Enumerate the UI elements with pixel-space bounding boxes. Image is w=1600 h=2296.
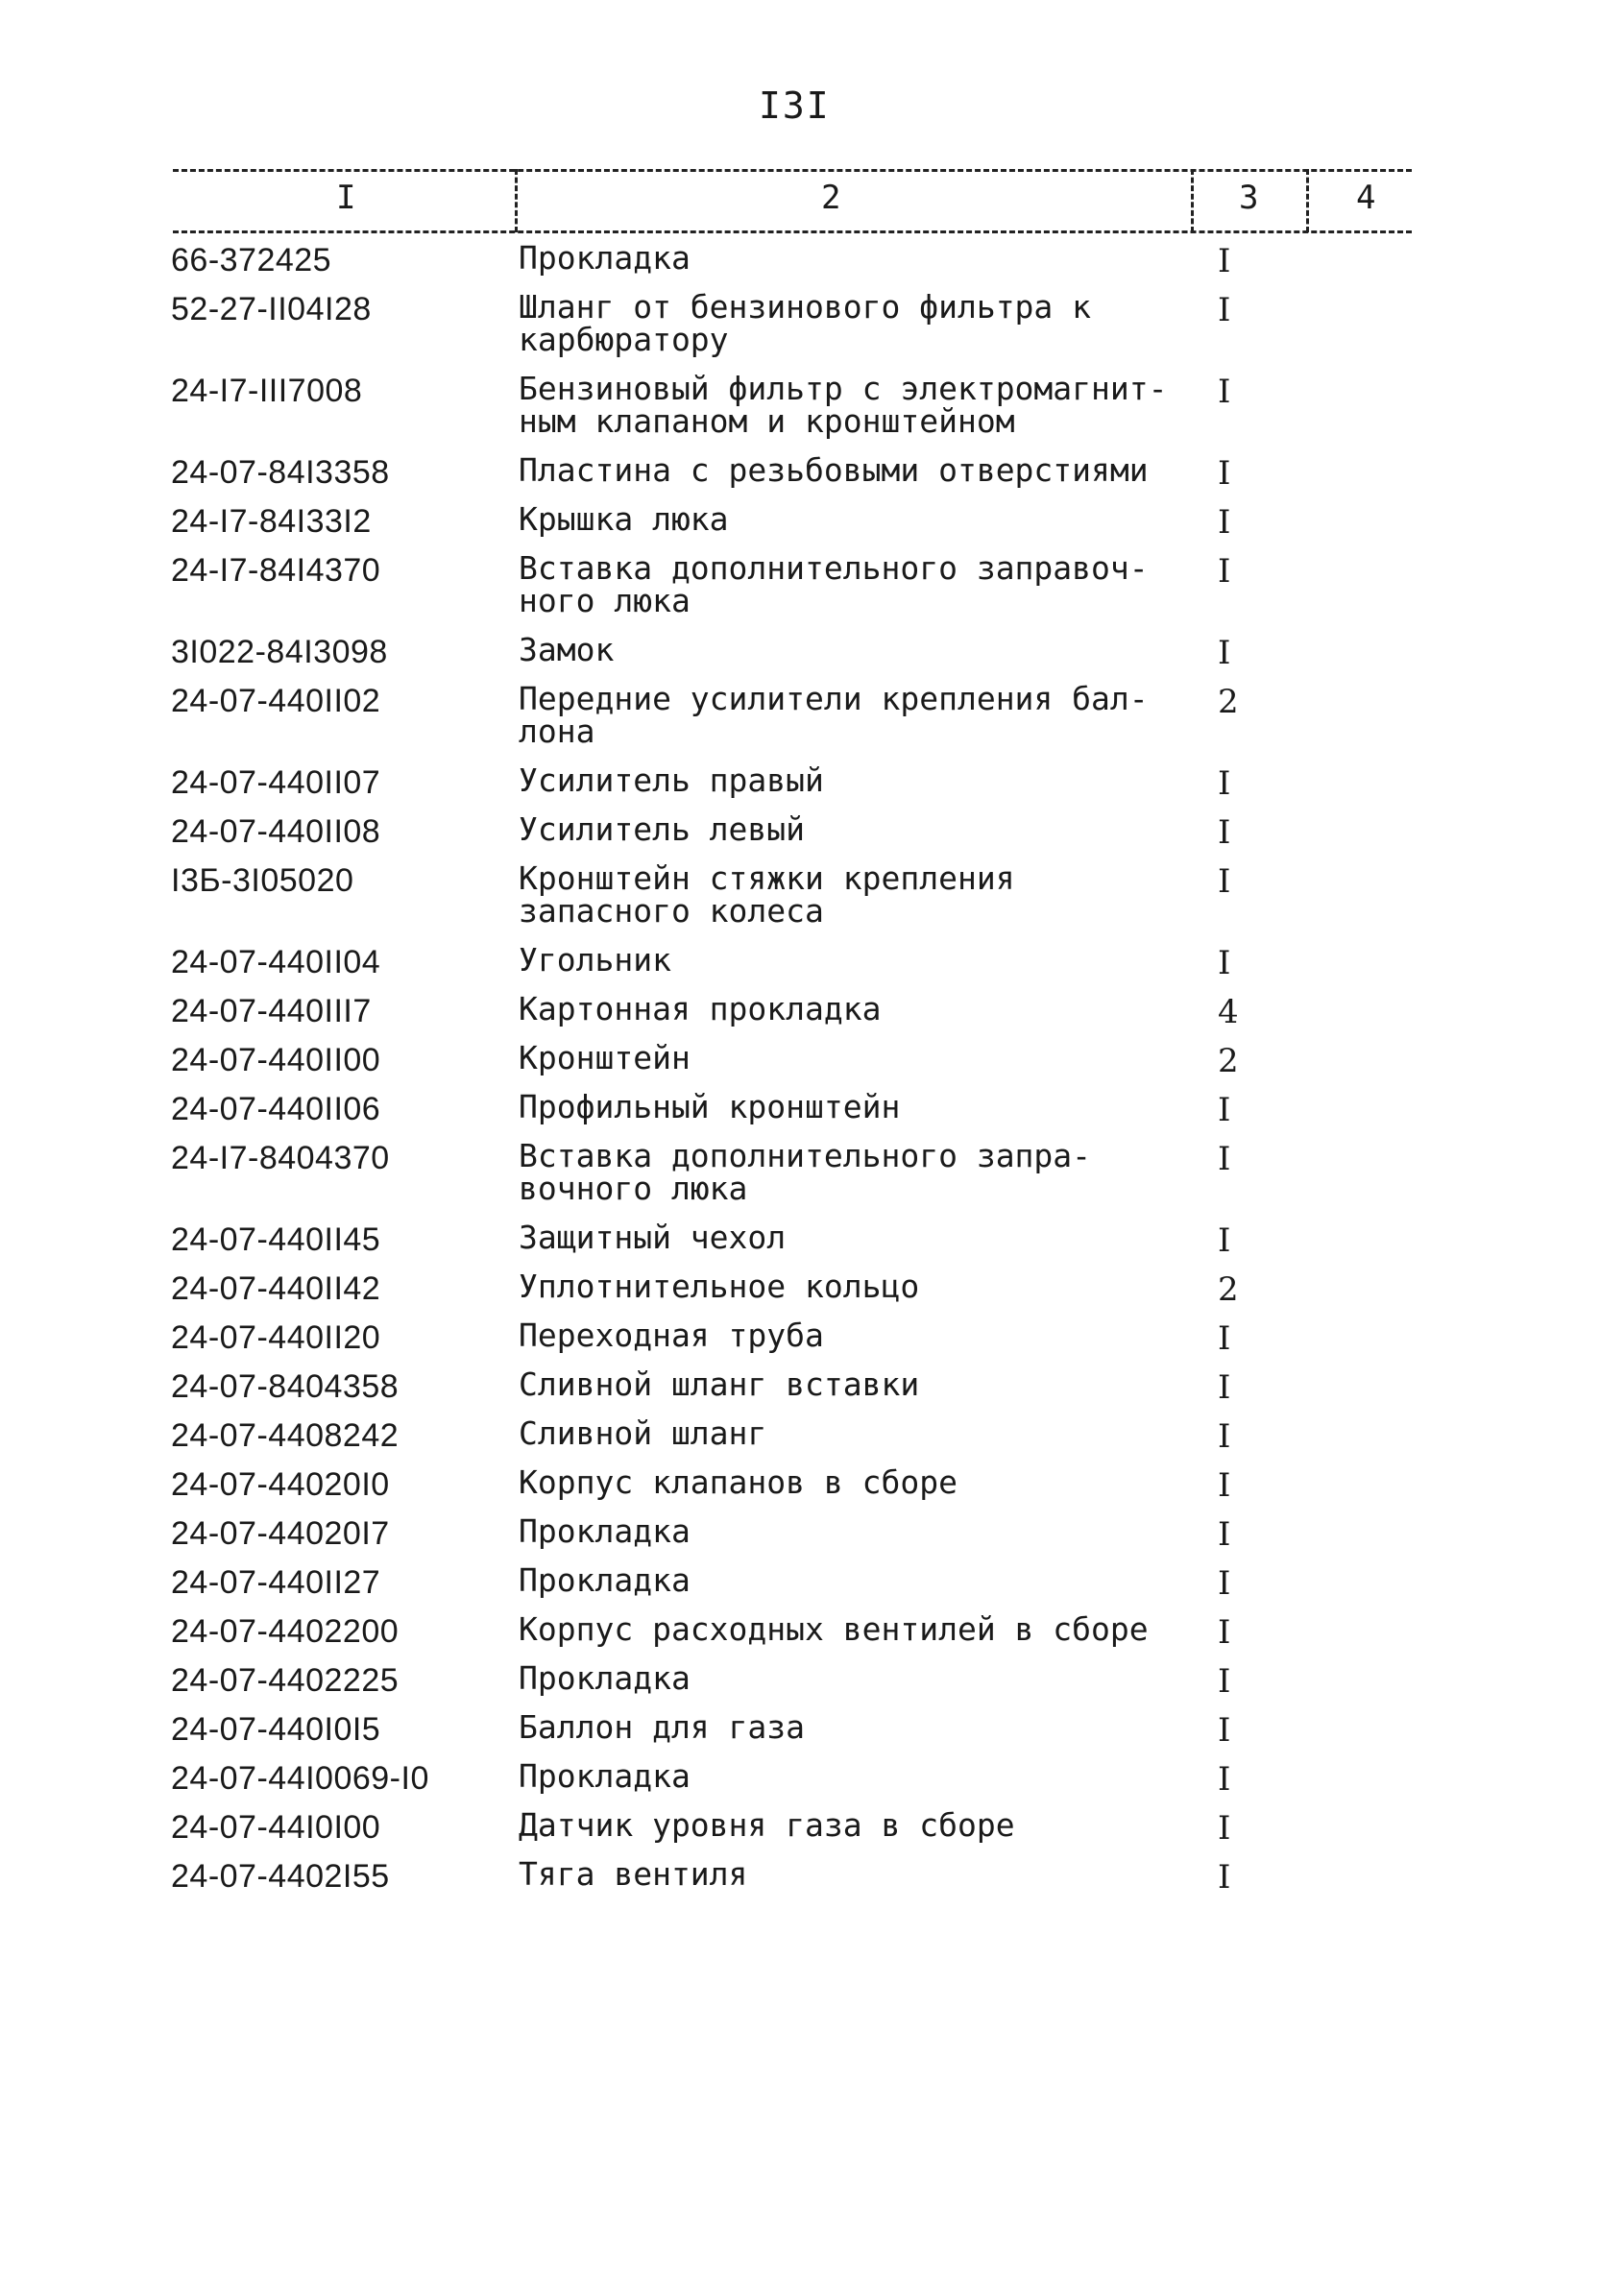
quantity: I bbox=[1218, 454, 1231, 493]
part-name: Датчик уровня газа в сборе bbox=[519, 1806, 1015, 1844]
quantity: I bbox=[1218, 1221, 1231, 1260]
quantity: I bbox=[1218, 1091, 1231, 1129]
part-number: 24-07-4408242 bbox=[171, 1417, 400, 1454]
table-row bbox=[0, 810, 1600, 862]
page-number: I3I bbox=[759, 85, 831, 127]
part-number: 3I022-84I3098 bbox=[171, 634, 388, 670]
quantity: I bbox=[1218, 1368, 1231, 1407]
table-row bbox=[0, 1806, 1600, 1858]
table-row bbox=[0, 1039, 1600, 1091]
quantity: I bbox=[1218, 1319, 1231, 1358]
part-number: 24-07-440II42 bbox=[171, 1270, 381, 1307]
part-name: Переходная труба bbox=[519, 1317, 824, 1354]
part-name: Крышка люка bbox=[519, 500, 729, 538]
parts-table bbox=[0, 239, 1600, 1907]
part-name: Баллон для газа bbox=[519, 1708, 806, 1746]
quantity: I bbox=[1218, 813, 1231, 852]
part-name: Прокладка bbox=[519, 1561, 691, 1599]
part-number: 24-I7-III7008 bbox=[171, 373, 363, 409]
quantity: I bbox=[1218, 1809, 1231, 1848]
table-row bbox=[0, 500, 1600, 552]
part-name: Замок bbox=[519, 631, 615, 668]
quantity: I bbox=[1218, 1613, 1231, 1652]
quantity: I bbox=[1218, 1662, 1231, 1701]
part-number: 24-07-4402200 bbox=[171, 1613, 400, 1650]
quantity: 4 bbox=[1218, 993, 1239, 1031]
quantity: I bbox=[1218, 1417, 1231, 1456]
part-name: Прокладка bbox=[519, 1659, 691, 1697]
part-number: 66-372425 bbox=[171, 242, 332, 278]
quantity: I bbox=[1218, 1140, 1231, 1178]
part-number: 24-07-440II45 bbox=[171, 1221, 381, 1258]
table-row bbox=[0, 680, 1600, 764]
part-number: 24-07-4402225 bbox=[171, 1662, 400, 1699]
part-number: 24-07-440II08 bbox=[171, 813, 381, 850]
table-row bbox=[0, 941, 1600, 993]
table-row bbox=[0, 1414, 1600, 1466]
quantity: I bbox=[1218, 373, 1231, 411]
part-name: Прокладка bbox=[519, 239, 691, 277]
part-name: Корпус расходных вентилей в сборе bbox=[519, 1610, 1149, 1648]
table-row bbox=[0, 1463, 1600, 1515]
part-name: Сливной шланг bbox=[519, 1414, 767, 1452]
part-name: Профильный кронштейн bbox=[519, 1088, 901, 1125]
part-number: 24-07-8404358 bbox=[171, 1368, 400, 1405]
table-row bbox=[0, 370, 1600, 454]
table-row bbox=[0, 1270, 1600, 1319]
quantity: I bbox=[1218, 862, 1231, 901]
part-number: 24-07-440II06 bbox=[171, 1091, 381, 1127]
part-name: Угольник bbox=[519, 941, 671, 979]
part-number: 24-07-44020I7 bbox=[171, 1515, 390, 1552]
part-name: Прокладка bbox=[519, 1512, 691, 1550]
part-number: 24-07-440II02 bbox=[171, 683, 381, 719]
part-name: Защитный чехол bbox=[519, 1219, 787, 1256]
quantity: I bbox=[1218, 1760, 1231, 1799]
part-name: Пластина с резьбовыми отверстиями bbox=[519, 451, 1149, 489]
quantity: I bbox=[1218, 1466, 1231, 1505]
quantity: I bbox=[1218, 291, 1231, 329]
table-row bbox=[0, 1088, 1600, 1140]
header-separator-3 bbox=[1306, 169, 1309, 232]
part-name: Кронштейн bbox=[519, 1039, 691, 1076]
table-row bbox=[0, 239, 1600, 291]
part-name: Вставка дополнительного запра- вочного люка bbox=[519, 1137, 1092, 1207]
part-number: 24-I7-8404370 bbox=[171, 1140, 390, 1176]
table-row bbox=[0, 631, 1600, 683]
part-number: 24-07-440II07 bbox=[171, 764, 381, 801]
part-number: 24-07-440I0I5 bbox=[171, 1711, 381, 1748]
quantity: I bbox=[1218, 1711, 1231, 1750]
table-row bbox=[0, 549, 1600, 634]
header-col-2: 2 bbox=[821, 179, 841, 217]
part-name: Усилитель левый bbox=[519, 810, 806, 848]
part-number: 24-07-440II00 bbox=[171, 1042, 381, 1078]
table-row bbox=[0, 1319, 1600, 1368]
part-name: Передние усилители крепления бал- лона bbox=[519, 680, 1149, 750]
table-row bbox=[0, 1757, 1600, 1809]
table-row bbox=[0, 761, 1600, 813]
part-number: 24-07-44I0I00 bbox=[171, 1809, 381, 1846]
header-col-3: 3 bbox=[1239, 179, 1259, 217]
part-name: Уплотнительное кольцо bbox=[519, 1268, 920, 1305]
quantity: 2 bbox=[1218, 683, 1239, 721]
table-row bbox=[0, 1610, 1600, 1662]
part-number: 24-07-4402I55 bbox=[171, 1858, 390, 1895]
table-row bbox=[0, 1561, 1600, 1613]
part-number: 24-07-44I0069-I0 bbox=[171, 1760, 429, 1797]
header-separator-2 bbox=[1191, 169, 1194, 232]
quantity: I bbox=[1218, 1858, 1231, 1897]
part-number: 24-07-440III7 bbox=[171, 993, 372, 1029]
header-col-4: 4 bbox=[1356, 179, 1376, 217]
quantity: I bbox=[1218, 503, 1231, 542]
table-row bbox=[0, 859, 1600, 944]
part-number: 24-07-84I3358 bbox=[171, 454, 390, 491]
table-row bbox=[0, 990, 1600, 1042]
table-row bbox=[0, 1221, 1600, 1270]
table-row bbox=[0, 1512, 1600, 1564]
quantity: I bbox=[1218, 1564, 1231, 1603]
part-number: 24-I7-84I4370 bbox=[171, 552, 381, 589]
quantity: 2 bbox=[1218, 1270, 1239, 1309]
part-number: 24-I7-84I33I2 bbox=[171, 503, 372, 540]
part-name: Бензиновый фильтр с электромагнит- ным клапаном и кронштейном bbox=[519, 370, 1168, 440]
header-col-1: I bbox=[336, 179, 356, 217]
part-number: 24-07-44020I0 bbox=[171, 1466, 390, 1503]
part-number: I3Б-3I05020 bbox=[171, 862, 354, 899]
table-row bbox=[0, 1708, 1600, 1760]
part-name: Вставка дополнительного заправоч- ного люка bbox=[519, 549, 1149, 619]
part-name: Кронштейн стяжки крепления запасного колеса bbox=[519, 859, 1015, 930]
quantity: I bbox=[1218, 552, 1231, 591]
part-name: Картонная прокладка bbox=[519, 990, 882, 1027]
quantity: I bbox=[1218, 1515, 1231, 1554]
quantity: 2 bbox=[1218, 1042, 1239, 1080]
header-bottom-rule bbox=[173, 230, 1412, 233]
table-row bbox=[0, 1855, 1600, 1907]
part-name: Сливной шланг вставки bbox=[519, 1366, 920, 1403]
table-row bbox=[0, 1368, 1600, 1417]
table-row bbox=[0, 288, 1600, 373]
part-number: 24-07-440II04 bbox=[171, 944, 381, 980]
quantity: I bbox=[1218, 764, 1231, 803]
header-top-rule bbox=[173, 169, 1412, 172]
table-row bbox=[0, 451, 1600, 503]
part-name: Шланг от бензинового фильтра к карбюратору bbox=[519, 288, 1092, 358]
table-row bbox=[0, 1137, 1600, 1221]
part-name: Прокладка bbox=[519, 1757, 691, 1795]
quantity: I bbox=[1218, 944, 1231, 982]
quantity: I bbox=[1218, 242, 1231, 280]
part-number: 24-07-440II20 bbox=[171, 1319, 381, 1356]
part-name: Усилитель правый bbox=[519, 761, 824, 799]
table-row bbox=[0, 1659, 1600, 1711]
quantity: I bbox=[1218, 634, 1231, 672]
part-name: Корпус клапанов в сборе bbox=[519, 1463, 958, 1501]
header-separator-1 bbox=[515, 169, 518, 232]
part-number: 52-27-II04I28 bbox=[171, 291, 372, 327]
part-name: Тяга вентиля bbox=[519, 1855, 748, 1893]
part-number: 24-07-440II27 bbox=[171, 1564, 381, 1601]
